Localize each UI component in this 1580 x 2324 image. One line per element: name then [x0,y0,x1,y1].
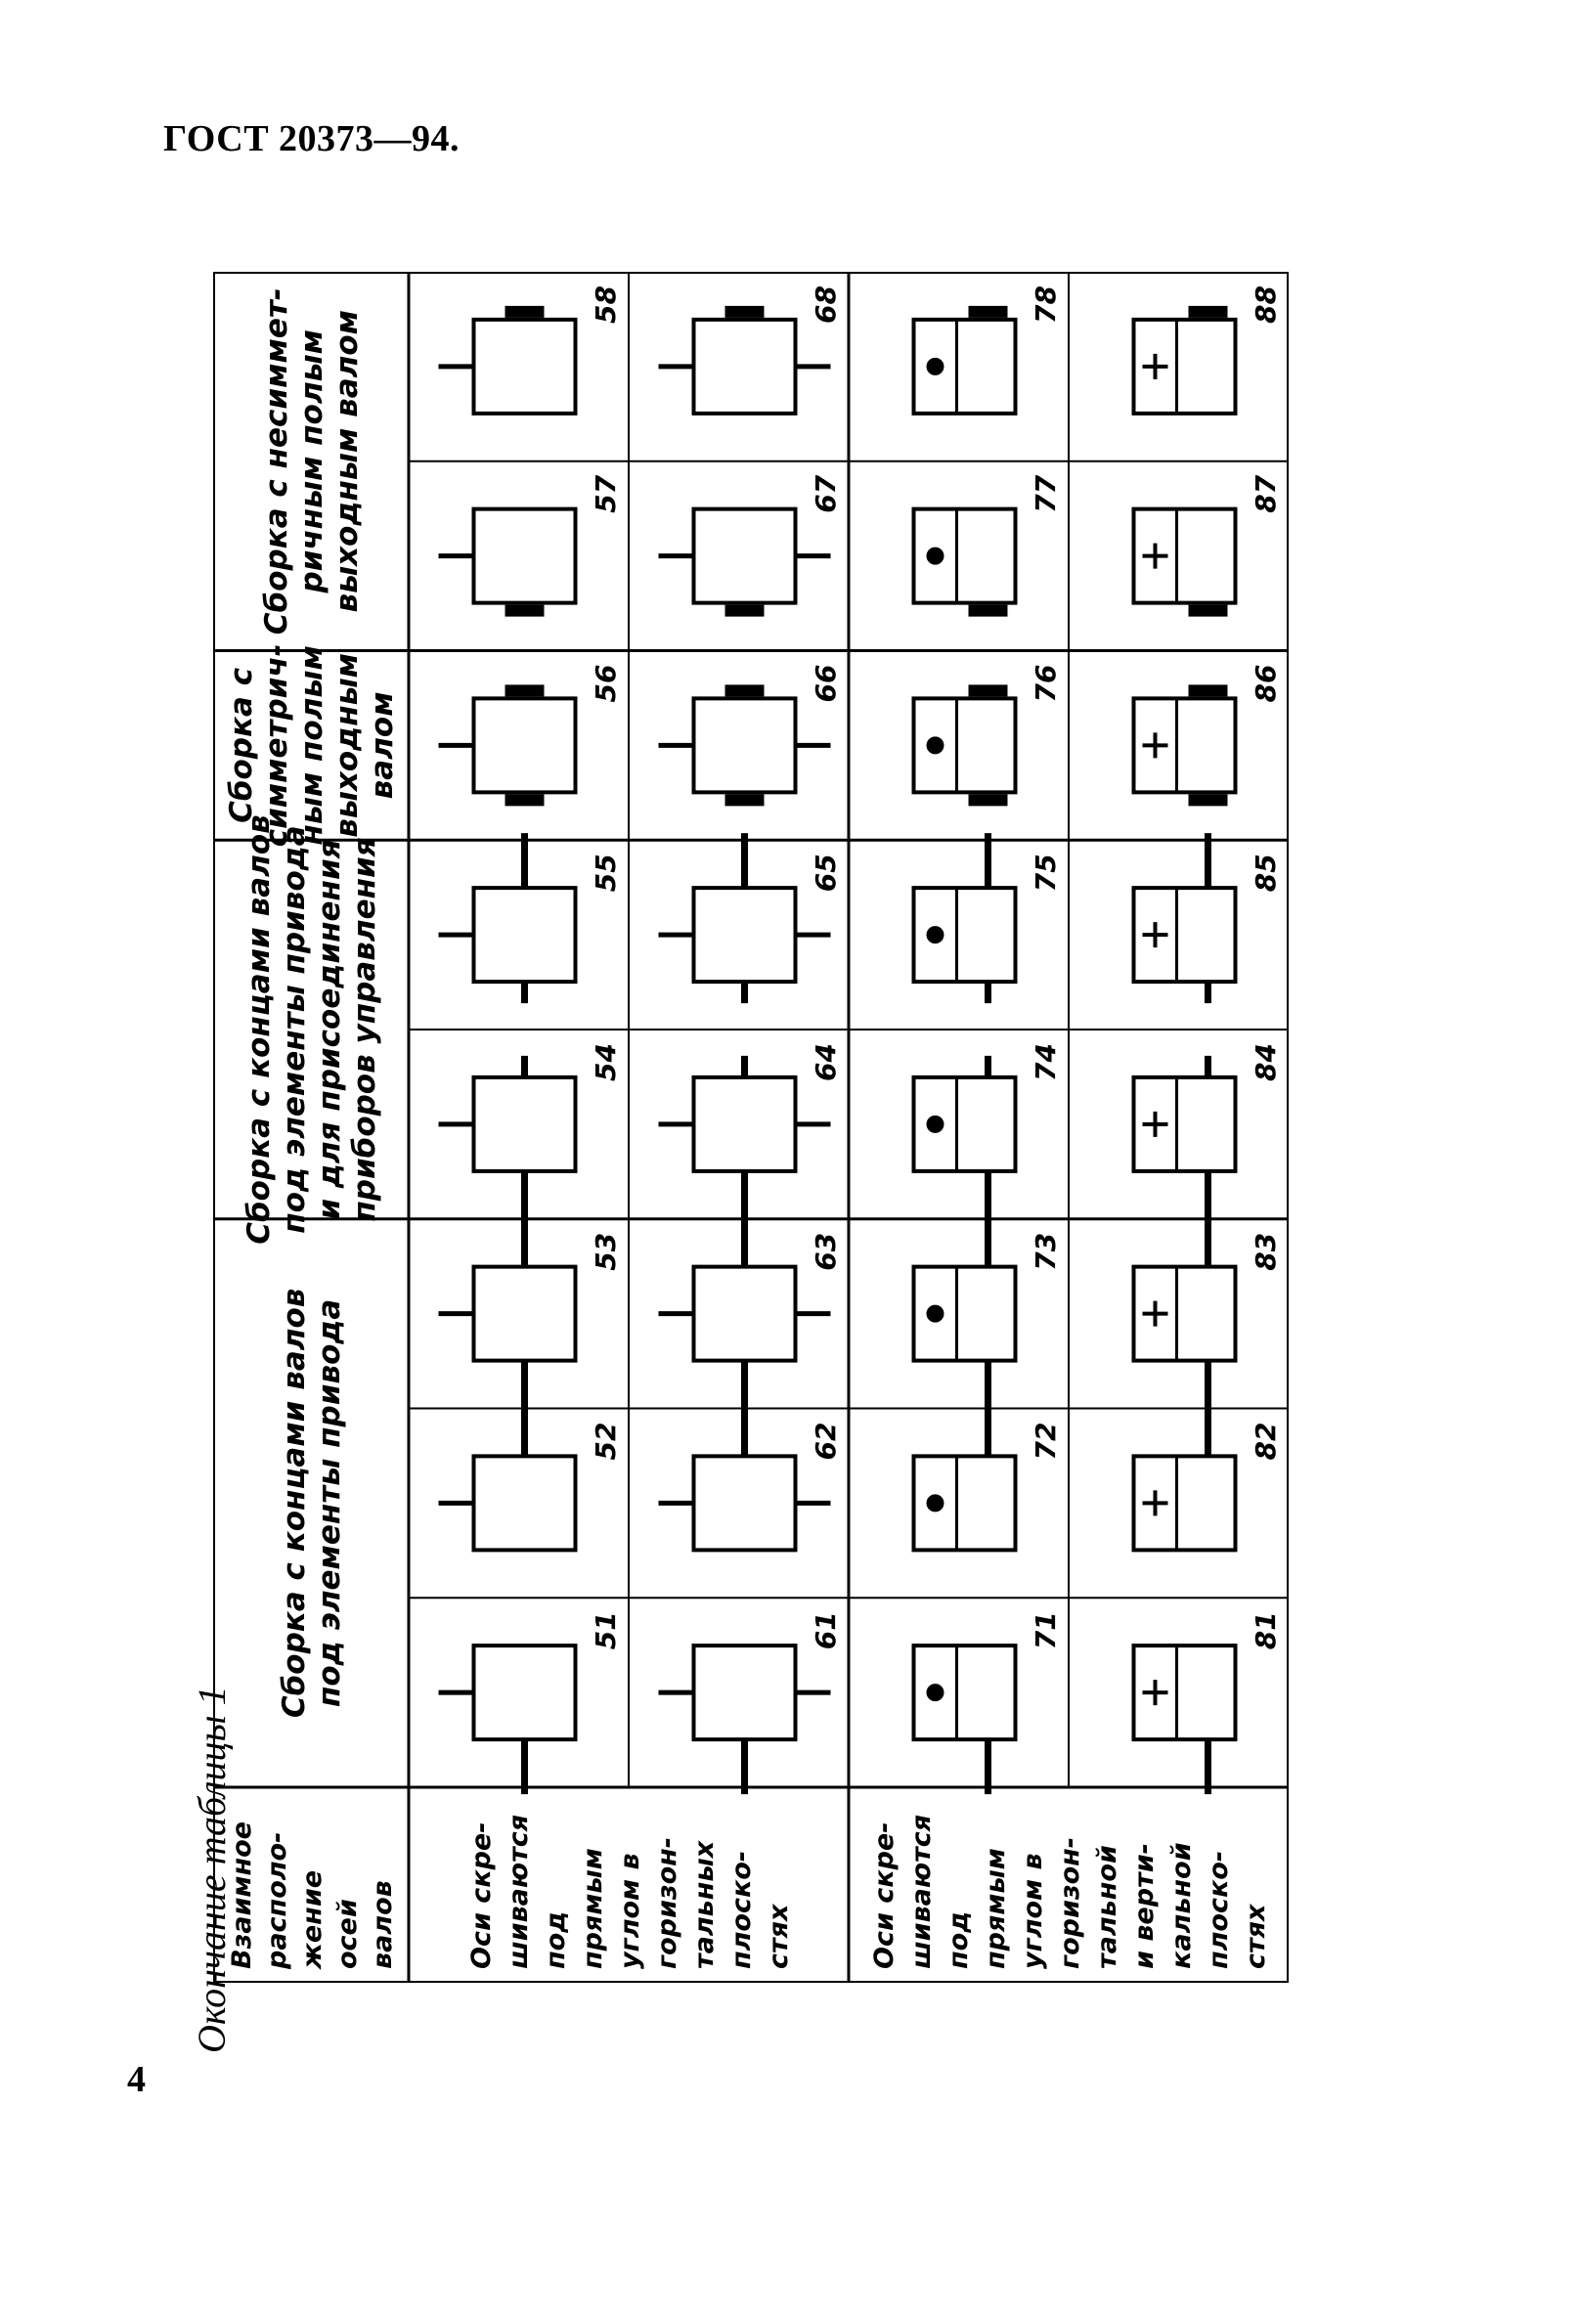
corner-header-line: располо- [262,1831,292,1969]
gearbox-symbol [1134,833,1236,1003]
group-header-line: ным полым [294,645,329,846]
row-group-label-line: прямым [981,1848,1011,1969]
gearbox-body-rect [694,320,796,414]
dot-marker [927,358,944,375]
cell-number: 74 [1030,1043,1062,1081]
group-header-line: Сборка с концами валов [277,1288,312,1719]
cell-number: 64 [810,1043,842,1081]
dot-marker [927,926,944,943]
dot-marker [927,1494,944,1512]
gearbox-body-rect [474,1077,576,1171]
row-group-label-line: Оси скре- [869,1821,900,1969]
gearbox-body-rect [694,1267,796,1361]
cell-number: 56 [590,664,622,703]
gearbox-symbol [914,833,1016,1003]
gearbox-symbol [439,509,576,617]
cell-number: 63 [810,1232,842,1271]
hollow-shaft-right-rect [725,306,765,318]
gearbox-body-rect [474,1267,576,1361]
gearbox-symbol [914,509,1016,617]
hollow-shaft-left-rect [725,794,765,806]
gearbox-symbol [659,1401,831,1550]
cell-number: 57 [590,474,622,513]
dot-marker [927,1305,944,1323]
cell-number: 86 [1250,664,1282,703]
cell-number: 62 [810,1422,842,1461]
hollow-shaft-right-rect [969,684,1008,696]
group-header-line: ричным полым [294,329,329,593]
group-header-line: Сборка с несиммет- [259,287,294,636]
gearbox-body-rect [694,888,796,982]
cell-number: 77 [1030,474,1062,513]
cell-number: 61 [810,1611,842,1650]
row-group-label-line: стях [1241,1904,1271,1969]
gearbox-body-rect [694,1456,796,1550]
cell-number: 84 [1250,1043,1282,1081]
gearbox-body-rect [694,1645,796,1739]
gearbox-symbol [659,509,831,617]
row-group-label-line: шиваются [906,1814,937,1969]
gearbox-symbol [439,1056,576,1226]
gearbox-body-rect [474,888,576,982]
gearbox-symbol [439,1401,576,1550]
gearbox-symbol [659,1212,831,1416]
gearbox-symbol [914,1645,1016,1794]
group-header-line: под элементы привода [312,1298,347,1708]
cell-number: 78 [1030,285,1062,324]
cell-number: 82 [1250,1422,1282,1461]
dot-marker [927,1684,944,1701]
cell-number: 72 [1030,1422,1062,1461]
gearbox-body-rect [694,1077,796,1171]
cell-number: 85 [1250,854,1282,893]
row-group-label-line: под [541,1910,571,1969]
gearbox-symbol [914,684,1016,806]
gearbox-symbol [914,1401,1016,1550]
dot-marker [927,548,944,565]
gearbox-symbol [659,1056,831,1226]
gearbox-body-rect [474,509,576,603]
gearbox-symbol [1134,1056,1236,1226]
row-group-label-line: углом в [1018,1853,1048,1969]
gearbox-symbol [439,1645,576,1794]
gearbox-symbol [659,306,831,414]
table-svg [213,272,1289,1983]
group-header-line: под элементы привода [277,825,312,1234]
gearbox-body-rect [694,509,796,603]
table-caption: Окончание таблицы 1 [190,1686,234,2053]
gearbox-symbol [914,1056,1016,1226]
gearbox-symbol [439,684,576,806]
row-group-label-line: плоско- [726,1850,757,1969]
row-group-label-line: кальной [1166,1842,1197,1969]
gearbox-symbol [439,833,576,1003]
hollow-shaft-left-rect [969,605,1008,617]
corner-header-line: осей [332,1899,363,1969]
hollow-shaft-left-rect [505,794,545,806]
cell-number: 54 [590,1043,622,1081]
gearbox-symbol [1134,684,1236,806]
hollow-shaft-right-rect [725,684,765,696]
hollow-shaft-right-rect [505,306,545,318]
gearbox-symbol [659,1645,831,1794]
hollow-shaft-left-rect [505,605,545,617]
hollow-shaft-right-rect [505,684,545,696]
group-header-line: приборов управления [347,837,382,1222]
group-header-line: валом [365,691,400,800]
row-group-label-line: и верти- [1129,1843,1160,1969]
row-group-label-line: тальных [689,1840,720,1969]
row-group-label-line: горизон- [652,1837,682,1969]
cell-number: 75 [1030,854,1062,893]
gearbox-symbol [914,1212,1016,1416]
dot-marker [927,1116,944,1133]
row-group-label-line: углом в [615,1853,645,1969]
hollow-shaft-left-rect [1189,794,1228,806]
cell-number: 58 [590,285,622,324]
corner-header-line: жение [297,1869,328,1969]
cell-number: 51 [590,1611,622,1650]
gearbox-body-rect [474,1456,576,1550]
document-header: ГОСТ 20373—94. [163,118,461,159]
cell-number: 76 [1030,664,1062,703]
row-group-label-line: плоско- [1204,1850,1234,1969]
group-header-line: Сборка с концами валов [241,814,277,1245]
corner-header-line: валов [368,1880,398,1969]
cell-number: 68 [810,285,842,324]
group-header-line: выходным валом [329,310,365,613]
hollow-shaft-left-rect [969,794,1008,806]
hollow-shaft-left-rect [1189,605,1228,617]
group-header-line: Сборка с [224,667,259,823]
group-header-line: и для присоединения [312,839,347,1220]
cell-number: 65 [810,854,842,893]
gearbox-symbol [914,306,1016,414]
cell-number: 52 [590,1422,622,1461]
gearbox-symbol [1134,1401,1236,1550]
hollow-shaft-right-rect [1189,306,1228,318]
gearbox-symbol [1134,509,1236,617]
gearbox-body-rect [474,1645,576,1739]
hollow-shaft-left-rect [725,605,765,617]
row-group-label-line: Оси скре- [466,1821,497,1969]
hollow-shaft-right-rect [1189,684,1228,696]
cell-number: 83 [1250,1232,1282,1271]
gearbox-symbol [439,306,576,414]
gearbox-assembly-table [213,272,1289,1983]
row-group-label-line: тальной [1092,1845,1122,1969]
row-group-label-line: горизон- [1055,1837,1085,1969]
gearbox-symbol [659,833,831,1003]
gearbox-body-rect [694,698,796,792]
row-group-label-line: стях [764,1904,794,1969]
gearbox-symbol [659,684,831,806]
group-header-line: симметрич- [259,643,294,848]
cell-number: 81 [1250,1611,1282,1650]
gearbox-body-rect [474,320,576,414]
group-header-line: выходным [329,652,365,838]
cell-number: 87 [1250,474,1282,513]
gearbox-symbol [1134,1212,1236,1416]
cell-number: 53 [590,1232,622,1271]
dot-marker [927,736,944,754]
gearbox-symbol [1134,1645,1236,1794]
corner-header-line: Взаимное [227,1821,257,1969]
cell-number: 73 [1030,1232,1062,1271]
cell-number: 55 [590,854,622,893]
hollow-shaft-right-rect [969,306,1008,318]
gearbox-symbol [439,1212,576,1416]
cell-number: 88 [1250,285,1282,324]
row-group-label-line: прямым [578,1848,608,1969]
cell-number: 71 [1030,1611,1062,1650]
cell-number: 66 [810,664,842,703]
gearbox-symbol [1134,306,1236,414]
gearbox-body-rect [474,698,576,792]
row-group-label-line: шиваются [504,1814,534,1969]
cell-number: 67 [810,474,842,513]
page-number: 4 [127,2059,146,2100]
row-group-label-line: под [944,1910,974,1969]
